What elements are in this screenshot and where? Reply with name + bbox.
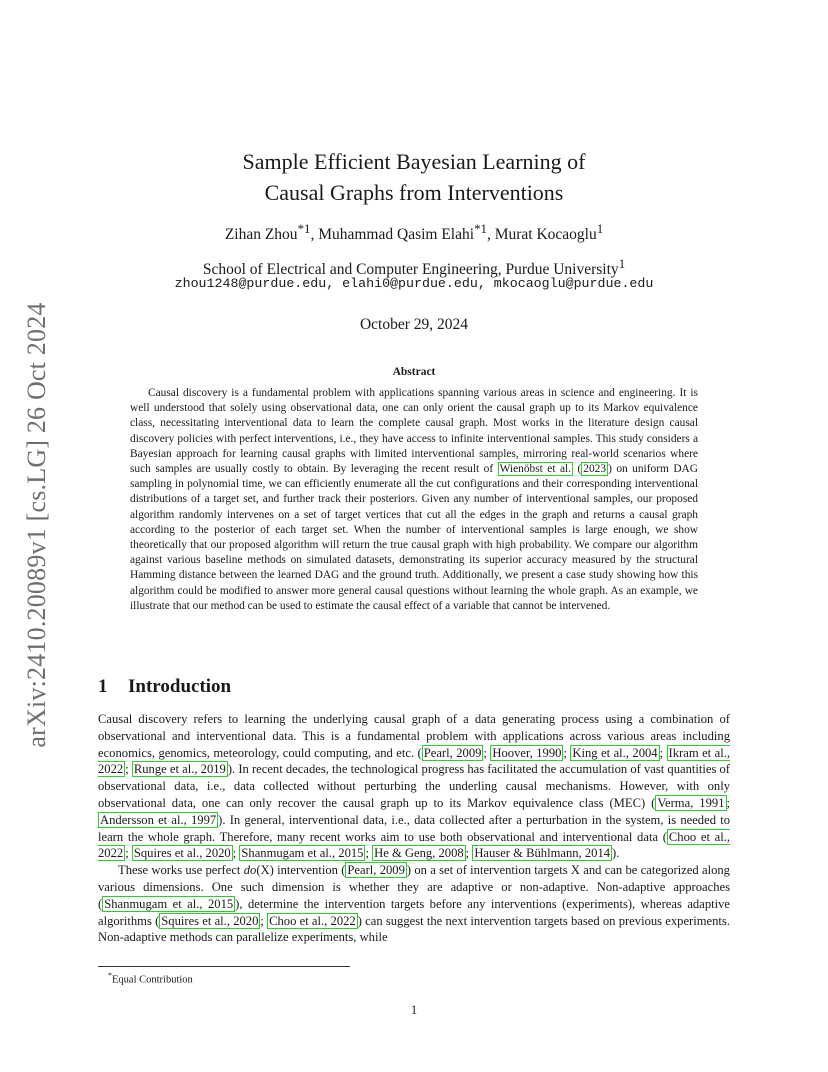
- citation-link[interactable]: Shanmugam et al., 2015: [241, 846, 364, 861]
- citation-link[interactable]: Shanmugam et al., 2015: [104, 896, 234, 911]
- page-number: 1: [410, 1003, 418, 1017]
- section-number: 1: [98, 676, 108, 697]
- intro-paragraph-2: These works use perfect do(X) intervention ( Pearl, 2009 ) on a set of intervention targets X and can be categorized along various dimensions. One such dimension is whether they are adaptive or non-adaptive. Non-adaptive approaches ( Shanmugam et al., 2015 ), determine the intervention targets before any interventions (experiments), whereas adaptive algorithms ( Squires et al., 2020 ; Choo et al., 2022 ) can suggest the next intervention targets based on previous experiments. Non-adaptive methods can parallelize experiments, while: [98, 863, 730, 945]
- intro-text: ), determine the intervention targets before any interventions (experiments), whereas adaptive algorithms (: [98, 896, 730, 928]
- affiliation-text: School of Electrical and Computer Engineering, Purdue University: [202, 261, 619, 279]
- paper-title: [100, 146, 728, 208]
- arxiv-identifier: arXiv:2410.20089v1 [cs.LG] 26 Oct 2024: [22, 302, 51, 748]
- citation-link[interactable]: Pearl, 2009: [423, 745, 482, 760]
- title-line-1: Sample Efficient Bayesian Learning of: [242, 149, 586, 174]
- citation-link[interactable]: Ikram et al., 2022: [98, 745, 730, 777]
- intro-text: ). In recent decades, the technological progress has facilitated the accumulation of vast quantities of observational data, i.e., data collected without perturbing the underling causal mechanisms. However, with only observational data, one can only recover the causal graph up to its Markov equivalence class (MEC) (: [98, 762, 731, 810]
- citation-link[interactable]: Choo et al., 2022: [98, 829, 731, 861]
- author-mark: *1: [297, 221, 311, 236]
- arxiv-sidebar: [22, 290, 52, 760]
- footnote-mark: *: [108, 971, 112, 980]
- abstract-heading: Abstract: [392, 366, 436, 378]
- affiliation-mark: 1: [618, 256, 626, 271]
- introduction-body: [98, 711, 730, 946]
- intro-text: ) on a set of intervention targets X and can be categorized along various dimensions. One such dimension is whether they are adaptive or non-adaptive. Non-adaptive approaches (: [98, 863, 730, 911]
- author-name: Murat Kocaoglu: [494, 226, 597, 244]
- author-mark: 1: [596, 221, 604, 236]
- citation-link[interactable]: Andersson et al., 1997: [100, 812, 217, 827]
- citation-link[interactable]: Hauser & Bühlmann, 2014: [474, 846, 611, 861]
- citation-link[interactable]: Choo et al., 2022: [269, 913, 356, 928]
- citation-link[interactable]: Pearl, 2009: [347, 863, 405, 878]
- abstract-text: Causal discovery is a fundamental problem with applications spanning various areas in science and engineering. It is well understood that solely using observational data, one can only orient the causal graph up to its Markov equivalence class, necessitating interventional data to learn the complete causal graph. Most works in the literature design causal discovery policies with perfect interventions, i.e., they have access to infinite interventional samples. This study considers a Bayesian approach for learning causal graphs with limited interventional samples, mirroring real-world scenarios where such samples are usually costly to obtain. By leveraging the recent result of Wienöbst et al. ( 2023 ) on uniform DAG sampling in polynomial time, we can efficiently enumerate all the cut configurations and their corresponding interventional distributions of a target set, and further track their posteriors. Given any number of interventional samples, our proposed algorithm randomly intervenes on a set of target vertices that cut all the edges in the graph and returns a causal graph according to the posterior of each target set. When the number of interventional samples is large enough, we show theoretically that our proposed algorithm will return the true causal graph with high probability. We compare our algorithm against various baseline methods on simulated datasets, demonstrating its superior accuracy measured by the structural Hamming distance between the learned DAG and the ground truth. Additionally, we present a case study showing how this algorithm could be modified to answer more general causal questions without learning the whole graph. As an example, we illustrate that our method can be used to estimate the causal effect of a variable that cannot be intervened.: [130, 387, 698, 612]
- intro-text: ).: [612, 846, 620, 861]
- author-emails: zhou1248@purdue.edu, elahi0@purdue.edu, mkocaoglu@purdue.edu: [174, 276, 654, 291]
- citation-link[interactable]: He & Geng, 2008: [374, 846, 464, 861]
- intro-text: intervention (: [273, 863, 346, 878]
- abstract-part-2: on uniform DAG sampling in polynomial time, we can efficiently enumerate all the cut configurations and their corresponding interventional distributions of a target set, and further track their posteriors. Given any number of interventional samples, our proposed algorithm randomly intervenes on a set of target vertices that cut all the edges in the graph and returns a causal graph according to the posterior of each target set. When the number of interventional samples is large enough, we show theoretically that our proposed algorithm will return the true causal graph with high probability. We compare our algorithm against various baseline methods on simulated datasets, demonstrating its superior accuracy measured by the structural Hamming distance between the learned DAG and the ground truth. Additionally, we present a case study showing how this algorithm could be modified to answer more general causal questions without learning the whole graph. As an example, we illustrate that our method can be used to estimate the causal effect of a variable that cannot be intervened.: [130, 463, 698, 612]
- section-title: Introduction: [128, 676, 232, 697]
- intro-paragraph-1: Causal discovery refers to learning the underlying causal graph of a data generating process using a combination of observational and interventional data. This is a fundamental problem with applications across various areas including economics, genomics, meteorology, could computing, and etc. ( Pearl, 2009 ; Hoover, 1990 ; King et al., 2004 ; Ikram et al., 2022 ; Runge et al., 2019 ). In recent decades, the technological progress has facilitated the accumulation of vast quantities of observational data, i.e., data collected without perturbing the underling causal mechanisms. However, with only observational data, one can only recover the causal graph up to its Markov equivalence class (MEC) ( Verma, 1991 ; Andersson et al., 1997 ). In general, interventional data, i.e., data collected after a perturbation in the system, is needed to learn the whole graph. Therefore, many recent works aim to use both observational and interventional data ( Choo et al., 2022 ; Squires et al., 2020 ; Shanmugam et al., 2015 ; He & Geng, 2008 ; Hauser & Bühlmann, 2014 ).: [98, 712, 731, 861]
- citation-link[interactable]: 2023: [583, 463, 607, 476]
- footnote-divider: [98, 966, 350, 967]
- abstract-part-1: Causal discovery is a fundamental problem with applications spanning various areas in science and engineering. It is well understood that solely using observational data, one can only orient the causal graph up to its Markov equivalence class, necessitating interventional data to learn the complete causal graph. Most works in the literature design causal discovery policies with perfect interventions, i.e., they have access to infinite interventional samples. This study considers a Bayesian approach for learning causal graphs with limited interventional samples, mirroring real-world scenarios where such samples are usually costly to obtain. By leveraging the recent result of: [130, 387, 698, 476]
- author-name: Zihan Zhou: [224, 226, 298, 244]
- citation-link[interactable]: Hoover, 1990: [492, 745, 562, 760]
- paper-date: October 29, 2024: [359, 316, 469, 333]
- citation-link[interactable]: Verma, 1991: [657, 795, 725, 810]
- citation-link[interactable]: Runge et al., 2019: [133, 762, 226, 777]
- author-name: Muhammad Qasim Elahi: [318, 226, 475, 244]
- intro-text: ). In general, interventional data, i.e., data collected after a perturbation in the system, is needed to learn the whole graph. Therefore, many recent works aim to use both observational and interventional data (: [98, 812, 730, 844]
- citation-link[interactable]: King et al., 2004: [572, 745, 658, 760]
- citation-link[interactable]: Wienöbst et al.: [499, 463, 572, 476]
- footnote: [108, 971, 193, 986]
- citation-link[interactable]: Squires et al., 2020: [161, 913, 259, 928]
- title-line-2: Causal Graphs from Interventions: [264, 180, 564, 205]
- citation-link[interactable]: Squires et al., 2020: [133, 846, 231, 861]
- do-operator: do: [243, 863, 257, 878]
- intro-text: These works use perfect: [118, 863, 244, 878]
- author-mark: *1: [474, 221, 487, 236]
- intro-text: ) can suggest the next intervention targets based on previous experiments. Non-adaptive methods can parallelize experiments, while: [98, 913, 730, 945]
- section-heading: [98, 676, 231, 698]
- do-argument: (X): [256, 863, 274, 878]
- intro-text: Causal discovery refers to learning the underlying causal graph of a data generating process using a combination of observational and interventional data. This is a fundamental problem with applications across various areas including economics, genomics, meteorology, could computing, and etc. (: [98, 712, 730, 760]
- footnote-text: Equal Contribution: [112, 974, 193, 986]
- author-list: Zihan Zhou$^{*1}$, Muhammad Qasim Elahi$^{*1}$, Murat Kocaoglu$^1$: [224, 221, 604, 244]
